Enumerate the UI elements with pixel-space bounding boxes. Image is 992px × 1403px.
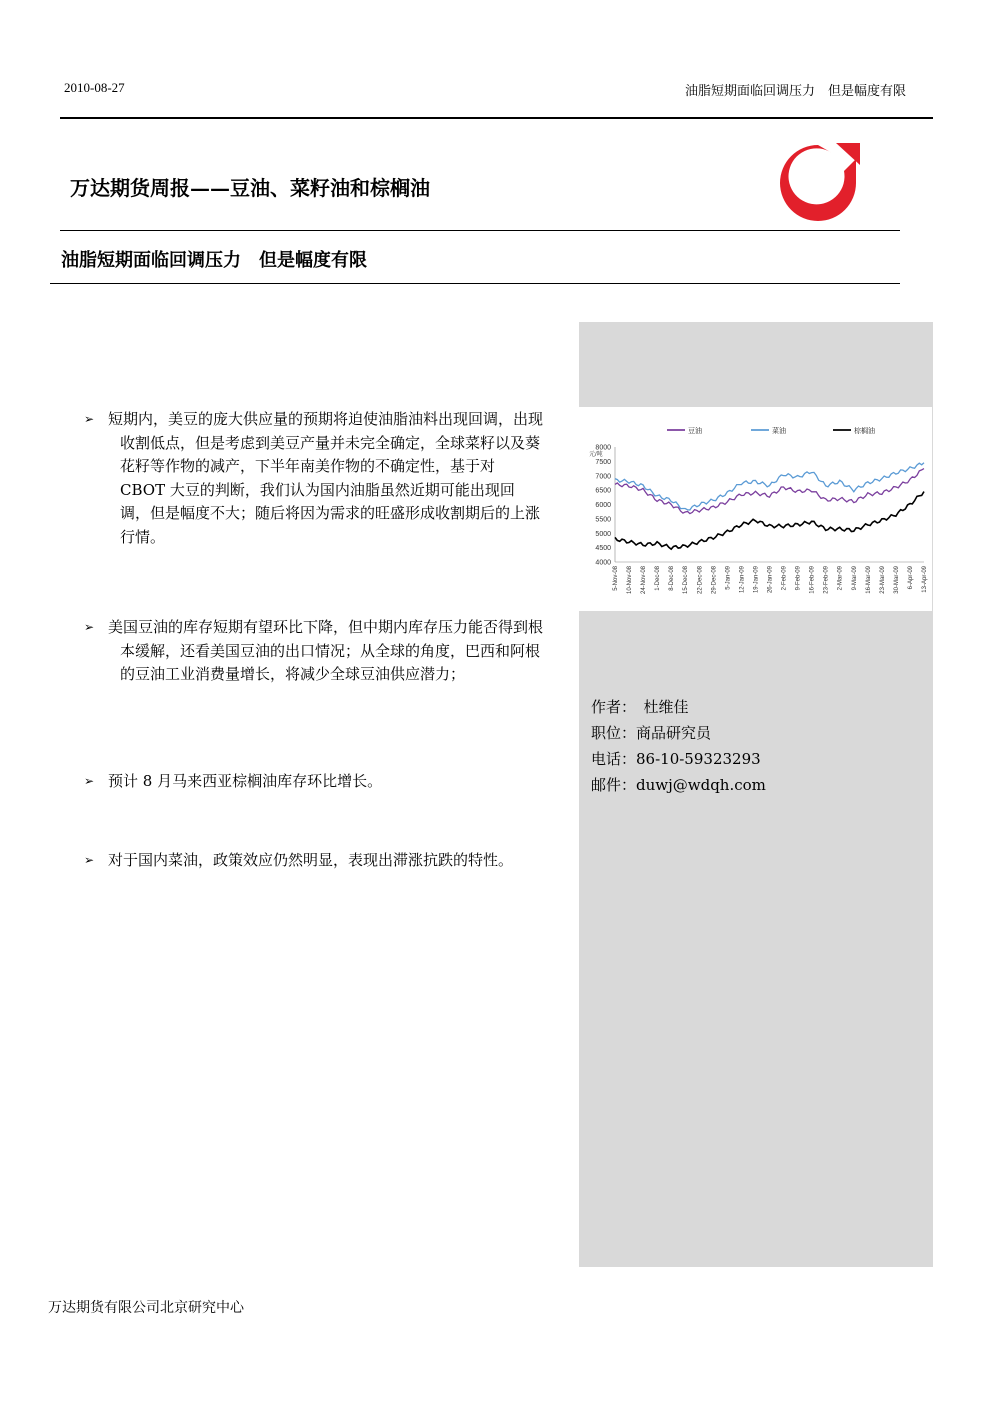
author-phone: 电话：86-10-59323293 [591, 750, 761, 768]
x-tick-label: 12-Jan-09 [739, 566, 746, 594]
x-tick-label: 8-Dec-08 [669, 566, 676, 591]
legend-label: 棕榈油 [854, 427, 875, 435]
x-tick-label: 2-Feb-09 [781, 566, 788, 591]
x-tick-label: 23-Feb-09 [823, 566, 830, 594]
author-position: 职位：商品研究员 [591, 724, 712, 742]
bullet-arrow-icon: ➢ [84, 774, 95, 788]
wanda-logo-icon [774, 139, 862, 223]
y-tick-label: 8000 [595, 444, 611, 452]
report-subtitle: 油脂短期面临回调压力 但是幅度有限 [61, 250, 367, 271]
legend-label: 菜油 [772, 427, 786, 435]
x-tick-label: 9-Mar-09 [851, 566, 858, 591]
bullet-text: 短期内，美豆的庞大供应量的预期将迫使油脂油料出现回调，出现收割低点，但是考虑到美豆产量并未完全确定，全球菜籽以及葵花籽等作物的减产，下半年南美作物的不确定性，基于对 CBOT 大豆的判断，我们认为国内油脂虽然近期可能出现回调，但是幅度不大；随后将因为需求的旺盛形成收割期后的上涨行情。 [108, 410, 544, 546]
x-tick-label: 9-Feb-09 [795, 566, 802, 591]
x-tick-label: 6-Apr-09 [907, 566, 914, 590]
author-email[interactable]: 邮件：duwj@wdqh.com [591, 776, 766, 794]
bullet-arrow-icon: ➢ [84, 412, 95, 426]
bullet-text: 对于国内菜油，政策效应仍然明显，表现出滞涨抗跌的特性。 [108, 851, 514, 869]
bullet-arrow-icon: ➢ [84, 620, 95, 634]
title-rule [60, 230, 900, 231]
y-tick-label: 6500 [595, 487, 611, 495]
list-item [84, 849, 544, 873]
y-tick-label: 6000 [595, 502, 611, 509]
x-tick-label: 22-Dec-08 [697, 566, 704, 595]
legend-label: 豆油 [688, 427, 702, 435]
report-title: 万达期货周报——豆油、菜籽油和棕榈油 [70, 176, 430, 200]
x-tick-label: 23-Mar-09 [879, 566, 886, 594]
list-item [84, 408, 544, 549]
list-item [84, 770, 544, 794]
y-tick-label: 5000 [595, 530, 611, 538]
y-tick-label: 7000 [595, 473, 611, 481]
x-tick-label: 15-Dec-08 [683, 566, 690, 595]
list-item [84, 616, 544, 687]
x-tick-label: 1-Dec-08 [655, 566, 662, 591]
x-tick-label: 2-Mar-09 [837, 566, 844, 591]
x-tick-label: 5-Jan-09 [725, 566, 732, 590]
x-tick-label: 16-Mar-09 [865, 566, 872, 594]
x-tick-label: 5-Nov-08 [613, 566, 619, 591]
header-rule [60, 117, 933, 119]
y-tick-label: 7500 [595, 458, 611, 466]
x-tick-label: 26-Jan-09 [767, 566, 774, 594]
report-date: 2010-08-27 [64, 80, 125, 95]
y-tick-label: 5500 [595, 516, 611, 524]
author-info [591, 694, 766, 798]
x-tick-label: 29-Dec-08 [711, 566, 718, 595]
x-tick-label: 19-Jan-09 [753, 566, 760, 594]
x-tick-label: 13-Apr-09 [922, 566, 928, 593]
price-chart [579, 407, 932, 611]
y-unit-label: 元/吨 [589, 452, 603, 459]
x-tick-label: 30-Mar-09 [893, 566, 900, 594]
x-tick-label: 16-Feb-09 [809, 566, 816, 594]
y-tick-label: 4500 [595, 545, 611, 553]
bullet-arrow-icon: ➢ [84, 853, 95, 867]
series-line-1 [615, 469, 924, 514]
footer-company: 万达期货有限公司北京研究中心 [48, 1300, 244, 1316]
subtitle-rule [50, 283, 900, 284]
price-chart-svg [579, 407, 932, 611]
series-line-2 [615, 463, 924, 510]
bullet-text: 美国豆油的库存短期有望环比下降，但中期内库存压力能否得到根本缓解，还看美国豆油的出口情况；从全球的角度，巴西和阿根的豆油工业消费量增长，将减少全球豆油供应潜力； [108, 618, 544, 683]
x-tick-label: 10-Nov-08 [627, 566, 634, 595]
header-title: 油脂短期面临回调压力 但是幅度有限 [684, 84, 906, 99]
x-tick-label: 24-Nov-08 [641, 566, 648, 595]
y-tick-label: 4000 [595, 559, 611, 567]
author-name: 作者： 杜维佳 [591, 698, 689, 716]
bullet-text: 预计 8 月马来西亚棕榈油库存环比增长。 [108, 772, 383, 790]
